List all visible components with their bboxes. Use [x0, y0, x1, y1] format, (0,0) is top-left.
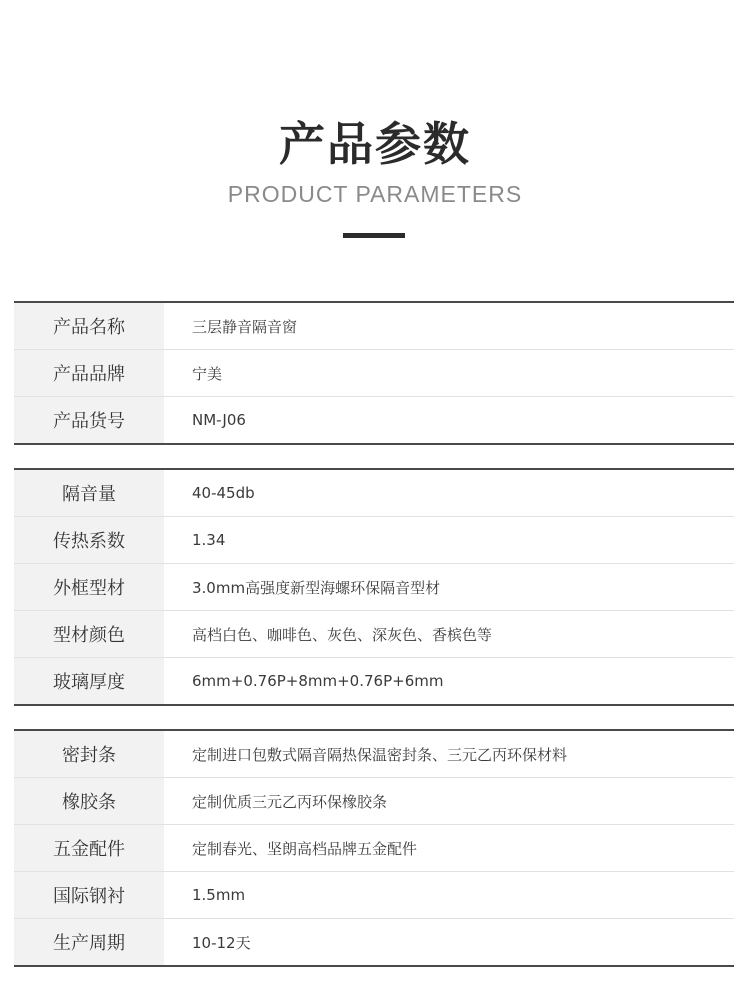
row-label: 产品品牌 — [14, 350, 164, 396]
row-value: 宁美 — [192, 364, 223, 383]
row-value: 40-45db — [192, 484, 255, 502]
row-value: 1.34 — [192, 531, 226, 549]
row-label: 五金配件 — [14, 825, 164, 871]
row-label: 隔音量 — [14, 470, 164, 516]
table-row — [14, 349, 734, 396]
table-row — [14, 824, 734, 871]
row-value: 定制春光、坚朗高档品牌五金配件 — [192, 839, 418, 858]
page-title: 产品参数 — [279, 117, 471, 171]
row-label: 玻璃厚度 — [14, 658, 164, 704]
table-row — [14, 563, 734, 610]
row-label: 产品货号 — [14, 397, 164, 443]
row-label: 国际钢衬 — [14, 872, 164, 918]
row-value: 高档白色、咖啡色、灰色、深灰色、香槟色等 — [192, 625, 493, 644]
row-value: 10-12天 — [192, 933, 251, 952]
row-value: NM-J06 — [192, 411, 246, 429]
row-value: 3.0mm高强度新型海螺环保隔音型材 — [192, 578, 441, 597]
row-label: 橡胶条 — [14, 778, 164, 824]
table-row — [14, 777, 734, 824]
row-label: 生产周期 — [14, 919, 164, 965]
table-row — [14, 516, 734, 563]
table-row — [14, 918, 734, 965]
row-label: 外框型材 — [14, 564, 164, 610]
row-label: 传热系数 — [14, 517, 164, 563]
row-value: 定制优质三元乙丙环保橡胶条 — [192, 792, 388, 811]
table-row — [14, 610, 734, 657]
row-label: 型材颜色 — [14, 611, 164, 657]
table-row — [14, 470, 734, 516]
table-row — [14, 657, 734, 704]
params-table-basic — [14, 301, 734, 445]
table-row — [14, 731, 734, 777]
section-header — [0, 0, 750, 300]
params-table-performance — [14, 468, 734, 706]
page-subtitle: PRODUCT PARAMETERS — [227, 181, 523, 207]
row-value: 6mm+0.76P+8mm+0.76P+6mm — [192, 672, 444, 690]
title-underline — [343, 233, 405, 238]
table-row — [14, 303, 734, 349]
table-row — [14, 396, 734, 443]
table-row — [14, 871, 734, 918]
row-label: 密封条 — [14, 731, 164, 777]
row-value: 1.5mm — [192, 886, 246, 904]
params-table-components — [14, 729, 734, 967]
row-value: 定制进口包敷式隔音隔热保温密封条、三元乙丙环保材料 — [192, 745, 568, 764]
row-value: 三层静音隔音窗 — [192, 317, 298, 336]
row-label: 产品名称 — [14, 303, 164, 349]
